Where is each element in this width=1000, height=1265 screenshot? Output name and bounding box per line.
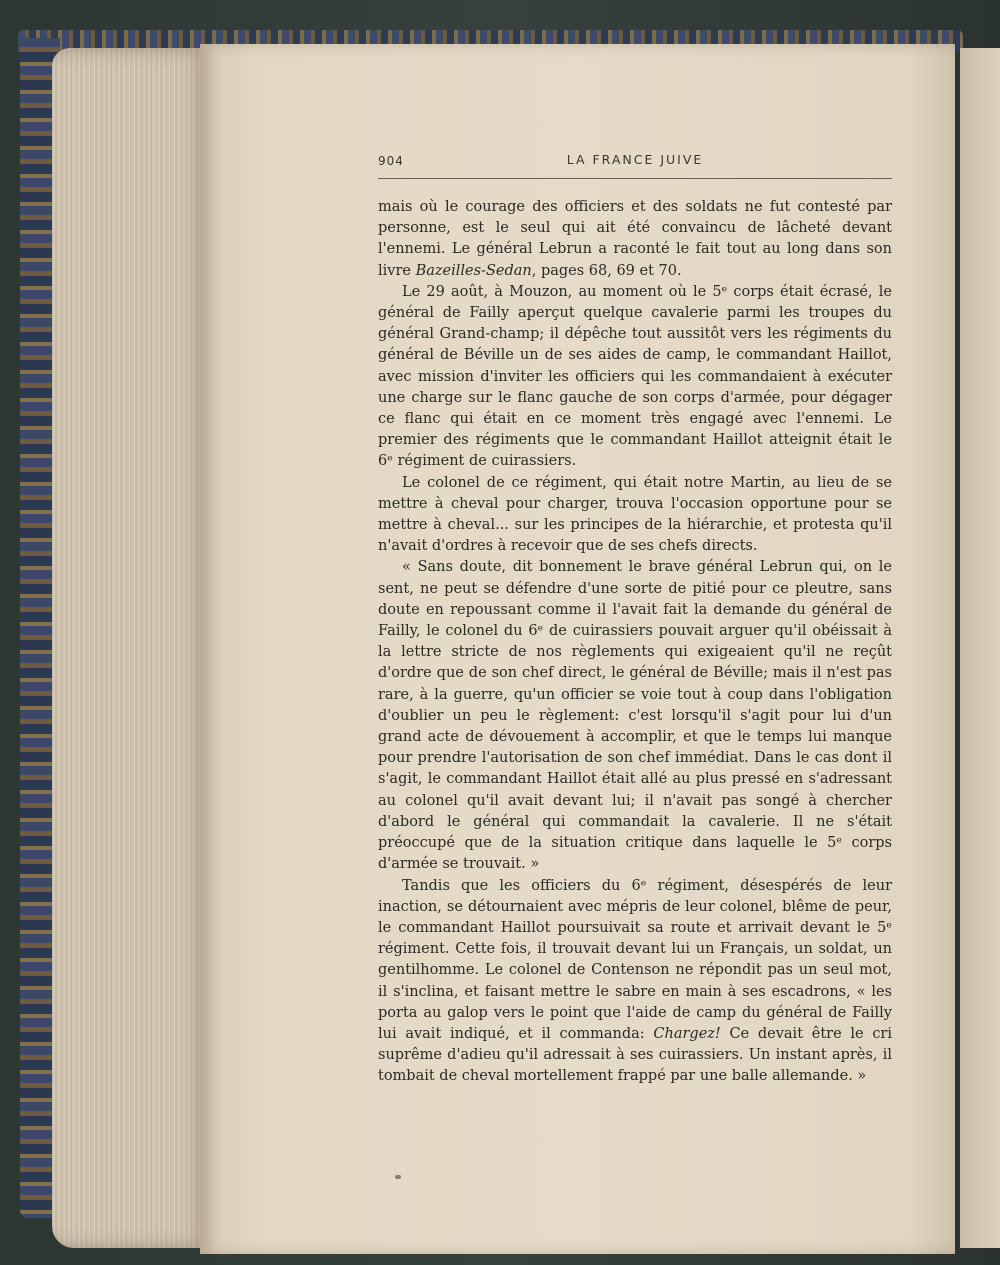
body-text (378, 197, 892, 1088)
paragraph (378, 557, 892, 875)
italic-text: Chargez! (653, 1025, 721, 1042)
ink-smudge (395, 1175, 401, 1179)
paragraph (378, 197, 892, 282)
facing-page-edge (960, 48, 1000, 1248)
text-run: « Sans doute, dit bonnement le brave général Lebrun qui, on le sent, ne peut se défendre d'une sorte de pitié pour ce pleutre, sans doute en repoussant comme il l'avait fait la demande du général de Failly, le colonel du 6ᵉ de cuirassiers pouvait arguer qu'il obéissait à la lettre stricte de nos règlements qui exigeaient qu'il ne reçût d'ordre que de son chef direct, le général de Béville; mais il n'est pas rare, à la guerre, qu'un officier se voie tout à coup dans l'obligation d'oublier un peu le règlement: c'est lorsqu'il s'agit pour lui d'un grand acte de dévouement à accomplir, et que le temps lui manque pour prendre l'autorisation de son chef immédiat. Dans le cas dont il s'agit, le commandant Haillot était allé au plus pressé en s'adressant au colonel qu'il avait devant lui; il n'avait pas songé à chercher d'abord le général qui commandait la cavalerie. Il ne s'était préoccupé que de la situation critique dans laquelle le 5ᵉ corps d'armée se trouvait. » (378, 559, 892, 873)
text-run: Le colonel de ce régiment, qui était notre Martin, au lieu de se mettre à cheval pour charger, trouva l'occasion opportune pour se mettre à cheval... sur les principes de la hiérarchie, et protesta qu'il n'avait d'ordres à recevoir que de ses chefs directs. (378, 474, 892, 555)
text-run: Ce devait être le cri suprême d'adieu qu'il adressait à ses cuirassiers. Un instant après, il tombait de cheval mortellement frappé par une balle allemande. » (378, 1025, 893, 1085)
text-run: , pages 68, 69 et 70. (531, 262, 682, 279)
running-head (378, 152, 892, 172)
paragraph (378, 876, 892, 1088)
paragraph (378, 282, 892, 473)
text-run: Le 29 août, à Mouzon, au moment où le 5ᵉ corps était écrasé, le général de Failly aperçut quelque cavalerie parmi les troupes du général Grand-champ; il dépêche tout aussitôt vers les régiments du général de Béville un de ses aides de camp, le commandant Haillot, avec mission d'inviter les officiers qui les commandaient à exécuter une charge sur le flanc gauche de son corps d'armée, pour dégager ce flanc qui était en ce moment très engagé avec l'ennemi. Le premier des régiments que le commandant Haillot atteignit était le 6ᵉ régiment de cuirassiers. (378, 283, 892, 470)
page-block-edges (52, 48, 212, 1248)
running-title: LA FRANCE JUIVE (566, 152, 704, 167)
page-number: 904 (378, 154, 404, 168)
text-run: mais où le courage des officiers et des soldats ne fut contesté par personne, est le seul qui ait été convaincu de lâcheté devant l'ennemi. Le général Lebrun a raconté le fait tout au long dans son livre (378, 199, 892, 279)
paragraph (378, 473, 892, 558)
text-run: Tandis que les officiers du 6ᵉ régiment, désespérés de leur inaction, se détournaient avec mépris de leur colonel, blême de peur, le commandant Haillot poursuivait sa route et arrivait devant le 5ᵉ régiment. Cette fois, il trouvait devant lui un Français, un soldat, un gentilhomme. Le colonel de Contenson ne répondit pas un seul mot, il s'inclina, et faisant mettre le sabre en main à ses escadrons, « les porta au galop vers le point que l'aide de camp du général de Failly lui avait indiqué, et il commanda: (378, 877, 892, 1042)
italic-text: Bazeilles-Sedan (415, 262, 532, 279)
header-rule (378, 178, 892, 179)
